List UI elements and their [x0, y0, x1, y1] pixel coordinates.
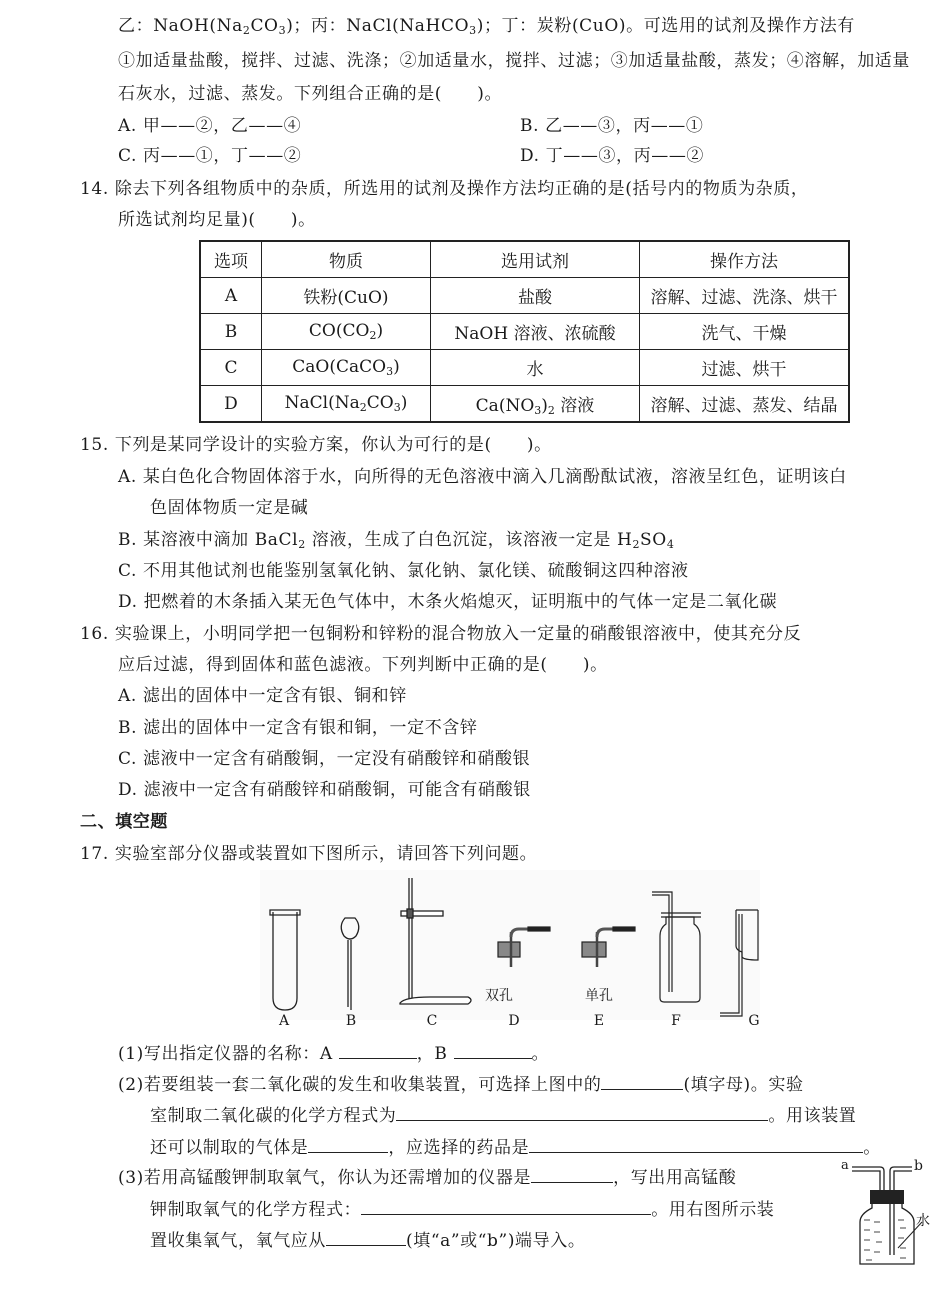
text: CO(CO	[308, 321, 370, 341]
header-method: 操作方法	[640, 241, 850, 278]
answer-blank-co2-equation[interactable]	[396, 1102, 768, 1121]
q17-part2-line2	[150, 1102, 856, 1128]
q15-option-a-line1: A. 某白色化合物固体溶于水，向所得的无色溶液中滴入几滴酚酞试液，溶液呈红色，证明该白	[118, 467, 847, 487]
q13-option-b: B. 乙——③，丙——①	[520, 116, 704, 136]
section-title: 二、填空题	[80, 812, 168, 832]
cell-reagent: 水	[431, 350, 640, 386]
q17-part1	[118, 1040, 549, 1066]
text: )	[541, 395, 548, 416]
text: )	[400, 393, 408, 413]
cell-reagent	[431, 386, 640, 423]
text: (3)若用高锰酸钾制取氧气，你认为还需增加的仪器是	[118, 1168, 532, 1188]
table-row	[200, 350, 849, 386]
text: CO	[250, 16, 279, 36]
answer-blank-a[interactable]	[339, 1040, 417, 1059]
inlet-b-label: b	[914, 1158, 923, 1174]
answer-blank-instrument[interactable]	[531, 1164, 613, 1183]
answer-blank-inlet[interactable]	[326, 1227, 406, 1246]
cell-substance	[262, 314, 431, 350]
text: (2)若要组装一套二氧化碳的发生和收集装置，可选择上图中的	[118, 1075, 602, 1095]
text: CO	[366, 393, 394, 413]
q14-stem-line1: 14. 除去下列各组物质中的杂质，所选用的试剂及操作方法均正确的是(括号内的物质为杂质，	[80, 179, 809, 199]
subscript: 2	[298, 538, 306, 551]
q14-table	[199, 240, 850, 423]
inlet-a-label: a	[841, 1158, 849, 1173]
table-header-row	[200, 241, 849, 278]
subscript: 3	[278, 24, 287, 37]
q15-stem: 15. 下列是某同学设计的实验方案，你认为可行的是( )。	[80, 435, 552, 455]
cell-method: 溶解、过滤、洗涤、烘干	[640, 278, 850, 314]
text: 溶液，生成了白色沉淀，该溶液一定是 H	[305, 530, 633, 550]
q13-line1	[118, 14, 855, 43]
text: )；丙：NaCl(NaHCO	[286, 16, 470, 36]
figure-label-g: G	[748, 1013, 760, 1029]
subscript: 2	[242, 24, 251, 37]
text: )	[393, 357, 400, 377]
subscript: 3	[386, 365, 394, 378]
cell-option: C	[200, 350, 262, 386]
text: 。	[531, 1044, 550, 1064]
q16-stem-line1: 16. 实验课上，小明同学把一包铜粉和锌粉的混合物放入一定量的硝酸银溶液中，使其充分反	[80, 624, 802, 644]
q15-option-c: C. 不用其他试剂也能鉴别氢氧化钠、氯化钠、氯化镁、硫酸铜这四种溶液	[118, 561, 689, 581]
water-label: 水	[916, 1213, 930, 1229]
text: ，应选择的药品是	[388, 1138, 530, 1158]
text: Ca(NO	[475, 395, 535, 416]
text: 还可以制取的气体是	[150, 1138, 309, 1158]
q17-part2-line1	[118, 1071, 804, 1097]
q16-option-b: B. 滤出的固体中一定含有银和铜，一定不含锌	[118, 718, 478, 738]
q13-option-a: A. 甲——②，乙——④	[118, 116, 302, 136]
cell-method: 洗气、干燥	[640, 314, 850, 350]
q16-option-c: C. 滤液中一定含有硝酸铜，一定没有硝酸锌和硝酸银	[118, 749, 531, 769]
q15-option-d: D. 把燃着的木条插入某无色气体中，木条火焰熄灭，证明瓶中的气体一定是二氧化碳	[118, 592, 778, 612]
cell-method: 过滤、烘干	[640, 350, 850, 386]
text: NaCl(Na	[284, 393, 360, 413]
text: 钾制取氧气的化学方程式：	[150, 1200, 362, 1220]
q16-option-d: D. 滤液中一定含有硝酸锌和硝酸铜，可能含有硝酸银	[118, 780, 531, 800]
subscript: 3	[469, 24, 477, 37]
text: 乙：NaOH(Na	[118, 16, 243, 36]
text: ，B	[416, 1044, 448, 1064]
q17-part3-line3	[150, 1227, 585, 1253]
text: (填字母)。实验	[683, 1075, 804, 1095]
text: SO	[640, 530, 667, 550]
q13-option-c: C. 丙——①，丁——②	[118, 146, 302, 166]
subscript: 2	[369, 329, 377, 342]
q16-option-a: A. 滤出的固体中一定含有银、铜和锌	[118, 686, 407, 706]
text: 溶液	[554, 395, 595, 416]
subscript: 4	[666, 538, 675, 551]
text: CaO(CaCO	[292, 357, 387, 377]
q13-option-d: D. 丁——③，丙——②	[520, 146, 705, 166]
figure-label-d: D	[508, 1013, 520, 1029]
subscript: 2	[632, 538, 641, 551]
figure-label-e: E	[593, 1013, 605, 1029]
cell-substance: 铁粉(CuO)	[262, 278, 431, 314]
text: 。用右图所示装	[651, 1200, 775, 1220]
cell-substance	[262, 350, 431, 386]
q16-stem-line2: 应后过滤，得到固体和蓝色滤液。下列判断中正确的是( )。	[118, 655, 608, 675]
text: B. 某溶液中滴加 BaCl	[118, 530, 299, 550]
cell-option: B	[200, 314, 262, 350]
answer-blank-o2-equation[interactable]	[361, 1196, 651, 1215]
text: 置收集氧气，氧气应从	[150, 1231, 326, 1251]
q17-part3-line1	[118, 1164, 736, 1190]
text: )	[376, 321, 384, 341]
figure-label-double-hole: 双孔	[485, 988, 513, 1004]
q15-option-b	[118, 528, 674, 557]
subscript: 2	[359, 401, 367, 414]
table-row	[200, 314, 849, 350]
answer-blank-gas[interactable]	[308, 1134, 388, 1153]
q14-stem-line2: 所选试剂均足量)( )。	[118, 210, 316, 230]
header-reagent: 选用试剂	[431, 241, 640, 278]
subscript: 3	[393, 401, 401, 414]
header-option: 选项	[200, 241, 262, 278]
table-row	[200, 386, 849, 423]
answer-blank-apparatus[interactable]	[601, 1071, 683, 1090]
q13-line2: ①加适量盐酸，搅拌、过滤、洗涤；②加适量水，搅拌、过滤；③加适量盐酸，蒸发；④溶解，加适量	[118, 51, 910, 71]
figure-label-f: F	[671, 1013, 681, 1029]
q17-stem: 17. 实验室部分仪器或装置如下图所示，请回答下列问题。	[80, 844, 538, 864]
text: 。用该装置	[768, 1106, 857, 1126]
header-substance: 物质	[262, 241, 431, 278]
text: )；丁：炭粉(CuO)。可选用的试剂及操作方法有	[476, 16, 855, 36]
cell-reagent: NaOH 溶液、浓硫酸	[431, 314, 640, 350]
text: 。	[863, 1138, 881, 1158]
figure-label-a: A	[278, 1013, 290, 1029]
text: (1)写出指定仪器的名称：A	[118, 1044, 333, 1064]
q17-part2-line3	[150, 1134, 881, 1160]
cell-option: A	[200, 278, 262, 314]
cell-method: 溶解、过滤、蒸发、结晶	[640, 386, 850, 423]
answer-blank-reagents[interactable]	[529, 1134, 863, 1153]
cell-reagent: 盐酸	[431, 278, 640, 314]
q17-part3-line2	[150, 1196, 774, 1222]
text: ，写出用高锰酸	[613, 1168, 737, 1188]
figure-label-single-hole: 单孔	[585, 988, 613, 1004]
text: (填“a”或“b”)端导入。	[406, 1231, 586, 1251]
q13-line3: 石灰水，过滤、蒸发。下列组合正确的是( )。	[118, 84, 503, 104]
answer-blank-b[interactable]	[454, 1040, 532, 1059]
cell-substance	[262, 386, 431, 423]
table-row	[200, 278, 849, 314]
subscript: 3	[534, 403, 542, 417]
figure-label-c: C	[426, 1013, 438, 1029]
figure-label-b: B	[345, 1013, 357, 1029]
q15-option-a-line2: 色固体物质一定是碱	[150, 498, 309, 518]
text: 室制取二氧化碳的化学方程式为	[150, 1106, 397, 1126]
cell-option: D	[200, 386, 262, 423]
subscript: 2	[547, 403, 555, 417]
